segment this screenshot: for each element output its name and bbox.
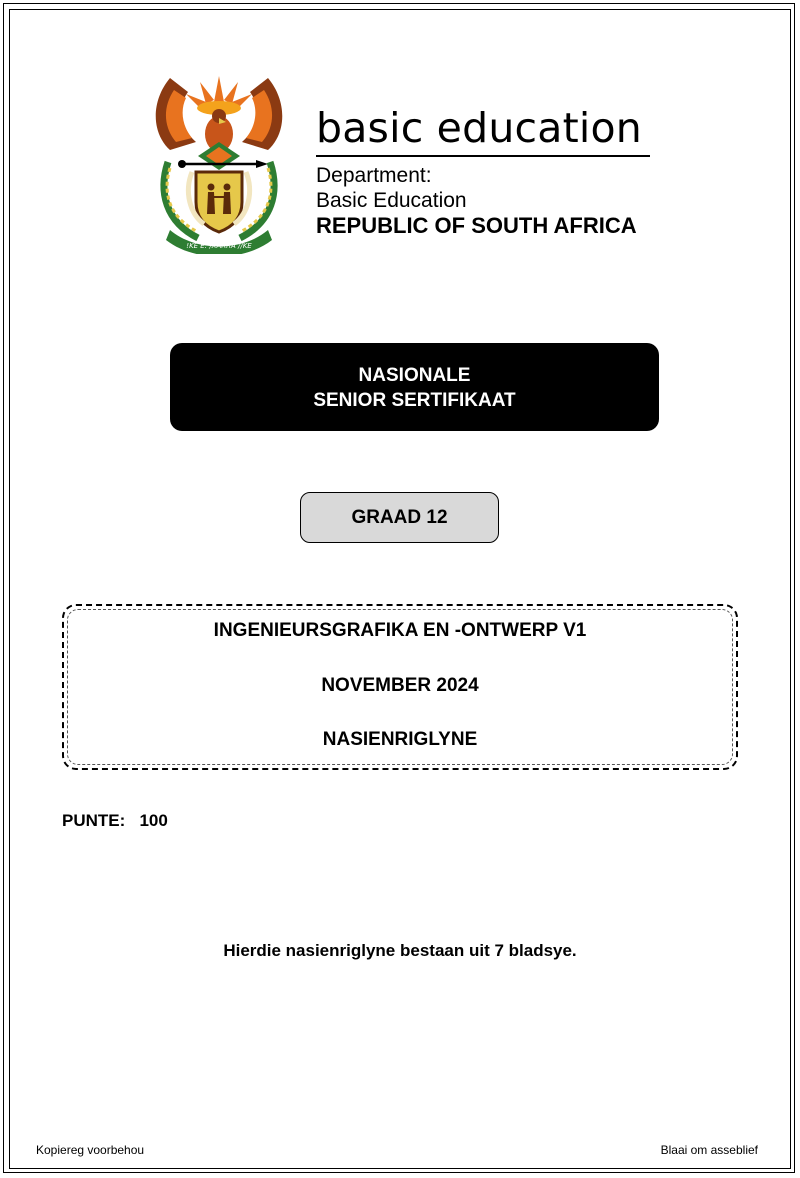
exam-session: NOVEMBER 2024 [321,675,479,696]
subject-name: INGENIEURSGRAFIKA EN -ONTWERP V1 [213,620,587,641]
copyright-footer: Kopiereg voorbehou [36,1143,145,1157]
country-name: REPUBLIC OF SOUTH AFRICA [316,213,637,238]
department-name: Basic Education [316,189,467,212]
page-count-note: Hierdie nasienriglyne bestaan uit 7 bladsye. [223,941,577,960]
crest-motto: !KE E: /XARRA //KE [186,242,252,250]
brand-underline [316,155,650,157]
marks-label: PUNTE: [62,811,126,830]
department-label: Department: [316,164,432,187]
certificate-line-1: NASIONALE [358,365,471,386]
document-type: NASIENRIGLYNE [322,729,478,750]
coat-of-arms-icon [148,72,290,254]
turn-page-footer: Blaai om asseblief [660,1143,758,1157]
marks-line [62,811,168,831]
marks-value: 100 [139,811,168,830]
certificate-banner [170,343,659,431]
certificate-line-2: SENIOR SERTIFIKAAT [313,390,516,411]
grade-badge: GRAAD 12 [300,492,499,543]
brand-title: basic education [316,104,642,152]
